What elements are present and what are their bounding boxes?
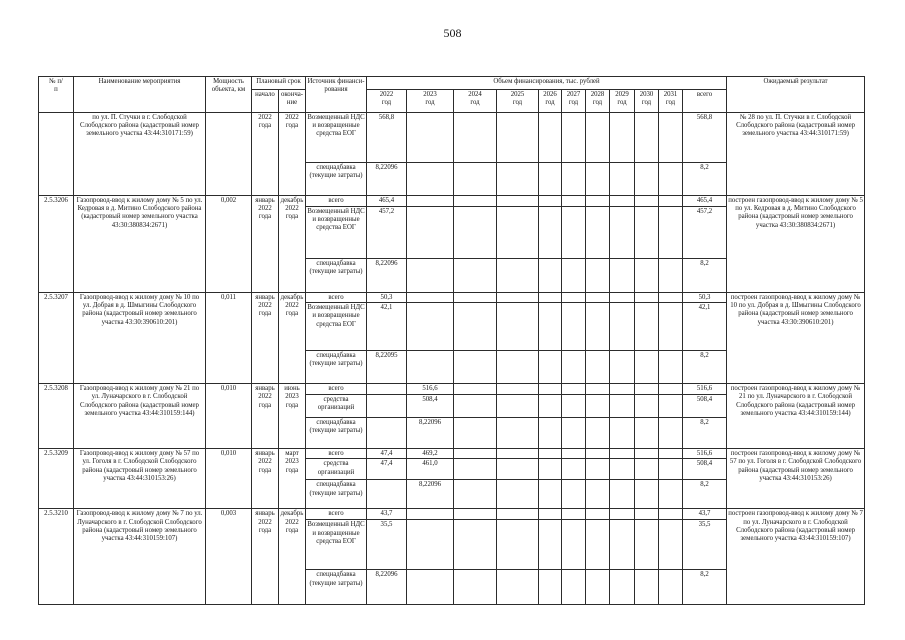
funding-value — [539, 480, 562, 509]
funding-value — [539, 351, 562, 384]
funding-source: средства организаций — [306, 395, 367, 418]
funding-value — [562, 293, 586, 303]
header-year-number: 2029 — [615, 91, 629, 98]
funding-value — [586, 509, 610, 520]
header-year-number: 2025 — [510, 91, 525, 98]
item-start: январь 2022 года — [252, 384, 279, 449]
funding-source: спецнадбавка (текущие затраты) — [306, 480, 367, 509]
funding-value — [539, 570, 562, 605]
funding-total: 8,2 — [683, 163, 727, 196]
funding-value — [659, 207, 683, 259]
funding-value — [586, 449, 610, 459]
funding-value — [659, 303, 683, 351]
funding-total: 42,1 — [683, 303, 727, 351]
funding-value — [497, 196, 539, 207]
funding-value — [562, 207, 586, 259]
header-year — [659, 90, 683, 113]
funding-value — [562, 570, 586, 605]
funding-value — [407, 196, 454, 207]
table-row — [39, 384, 865, 395]
funding-source: всего — [306, 196, 367, 207]
funding-value: 568,8 — [367, 113, 407, 163]
header-year-number: 2031 — [663, 91, 678, 98]
header-year — [562, 90, 586, 113]
funding-value — [562, 259, 586, 293]
header-year-number: 2027 — [566, 91, 581, 98]
funding-value — [454, 163, 497, 196]
funding-value — [659, 449, 683, 459]
funding-value — [562, 196, 586, 207]
funding-total: 35,5 — [683, 520, 727, 570]
table-row — [39, 509, 865, 520]
funding-value — [586, 303, 610, 351]
funding-value — [659, 113, 683, 163]
item-end: декабрь 2022 года — [279, 293, 306, 384]
header-year-unit: год — [665, 99, 676, 107]
item-result: построен газопровод-ввод к жилому дому № 7 по ул. Луначарского в г. Слободской Слободского района (кадастровый номер земельного участка 43:44:310159:107) — [727, 509, 865, 605]
funding-value — [635, 196, 659, 207]
funding-value — [497, 418, 539, 449]
header-year — [539, 90, 562, 113]
funding-value — [454, 293, 497, 303]
funding-source: спецнадбавка (текущие затраты) — [306, 418, 367, 449]
funding-source: всего — [306, 384, 367, 395]
funding-value — [586, 351, 610, 384]
funding-value — [454, 113, 497, 163]
funding-value — [610, 303, 635, 351]
table-row — [39, 293, 865, 303]
funding-value — [562, 351, 586, 384]
funding-value — [635, 113, 659, 163]
funding-value — [562, 395, 586, 418]
funding-value: 516,6 — [407, 384, 454, 395]
funding-value — [586, 207, 610, 259]
funding-value — [562, 418, 586, 449]
funding-total: 8,2 — [683, 570, 727, 605]
funding-value: 469,2 — [407, 449, 454, 459]
funding-value — [635, 509, 659, 520]
funding-value — [635, 351, 659, 384]
funding-source: всего — [306, 509, 367, 520]
funding-value — [367, 395, 407, 418]
funding-value — [562, 520, 586, 570]
item-number — [39, 113, 74, 196]
funding-value — [659, 480, 683, 509]
header-year-unit: год — [381, 99, 392, 107]
header-result: Ожидаемый результат — [727, 77, 865, 113]
funding-value — [497, 459, 539, 480]
header-period: Плановый срок — [252, 77, 306, 90]
funding-value — [539, 395, 562, 418]
item-result: построен газопровод-ввод к жилому дому № 21 по ул. Луначарского в г. Слободской Слободского района (кадастровый номер земельного участка 43:44:310159:144) — [727, 384, 865, 449]
item-start: январь 2022 года — [252, 509, 279, 605]
funding-value — [539, 449, 562, 459]
item-name: Газопровод-ввод к жилому дому № 57 по ул. Гоголя в г. Слободской Слободского района (кадастровый номер земельного участка 43:44:310153:26) — [74, 449, 206, 509]
item-start: 2022 года — [252, 113, 279, 196]
header-year-number: 2026 — [543, 91, 557, 98]
funding-value — [610, 196, 635, 207]
funding-source: всего — [306, 449, 367, 459]
funding-value — [562, 509, 586, 520]
item-end: 2022 года — [279, 113, 306, 196]
funding-value: 461,0 — [407, 459, 454, 480]
header-year-unit: год — [641, 99, 652, 107]
table-header — [39, 77, 865, 113]
funding-value — [610, 459, 635, 480]
header-year-unit: год — [592, 99, 603, 107]
funding-total: 8,2 — [683, 351, 727, 384]
funding-value — [454, 509, 497, 520]
header-year-number: 2028 — [590, 91, 605, 98]
funding-value — [539, 163, 562, 196]
funding-value: 8,22096 — [407, 418, 454, 449]
funding-value — [497, 163, 539, 196]
funding-table — [38, 76, 865, 605]
funding-value — [610, 384, 635, 395]
funding-value — [610, 509, 635, 520]
item-number: 2.5.3206 — [39, 196, 74, 293]
funding-total: 465,4 — [683, 196, 727, 207]
funding-value — [659, 163, 683, 196]
funding-value — [497, 395, 539, 418]
funding-value — [610, 395, 635, 418]
funding-value — [659, 418, 683, 449]
funding-value — [454, 207, 497, 259]
item-start: январь 2022 года — [252, 196, 279, 293]
header-capacity: Мощность объекта, км — [206, 77, 252, 113]
funding-value — [407, 293, 454, 303]
funding-total: 8,2 — [683, 418, 727, 449]
funding-value — [539, 418, 562, 449]
funding-value — [497, 303, 539, 351]
funding-value — [497, 113, 539, 163]
funding-value — [610, 449, 635, 459]
funding-value — [497, 351, 539, 384]
funding-value — [454, 520, 497, 570]
item-number: 2.5.3209 — [39, 449, 74, 509]
funding-value — [635, 480, 659, 509]
item-capacity: 0,003 — [206, 509, 252, 605]
funding-total: 568,8 — [683, 113, 727, 163]
funding-total: 508,4 — [683, 459, 727, 480]
header-row — [39, 77, 865, 90]
funding-value — [635, 570, 659, 605]
funding-value — [659, 351, 683, 384]
funding-value — [562, 480, 586, 509]
header-num-label: № п/п — [49, 78, 63, 94]
funding-source: спецнадбавка (текущие затраты) — [306, 163, 367, 196]
funding-value — [367, 480, 407, 509]
funding-value — [586, 395, 610, 418]
funding-value — [407, 351, 454, 384]
item-result: построен газопровод-ввод к жилому дому № 10 по ул. Добрая в д. Шмыгины Слободского района (кадастровый номер земельного участка 43:30:390610:201) — [727, 293, 865, 384]
funding-value — [454, 480, 497, 509]
header-year-unit: год — [470, 99, 480, 107]
funding-value — [454, 259, 497, 293]
header-year — [610, 90, 635, 113]
header-year-unit: год — [425, 99, 435, 107]
funding-value — [454, 196, 497, 207]
funding-value — [454, 449, 497, 459]
funding-value — [610, 520, 635, 570]
item-end: март 2023 года — [279, 449, 306, 509]
header-total: всего — [683, 90, 727, 113]
funding-source: Возмещенный НДС и возвращенные средства ЕОГ — [306, 207, 367, 259]
funding-value: 8,22096 — [367, 259, 407, 293]
funding-source: Возмещенный НДС и возвращенные средства ЕОГ — [306, 303, 367, 351]
item-name: Газопровод-ввод к жилому дому № 7 по ул. Луначарского в г. Слободской Слободского района (кадастровый номер земельного участка 43:44:310159:107) — [74, 509, 206, 605]
funding-value — [454, 303, 497, 351]
funding-value: 508,4 — [407, 395, 454, 418]
funding-value — [562, 449, 586, 459]
funding-value — [454, 570, 497, 605]
funding-value — [407, 207, 454, 259]
funding-value — [635, 163, 659, 196]
funding-value — [635, 293, 659, 303]
funding-value — [610, 480, 635, 509]
header-name: Наименование мероприятия — [74, 77, 206, 113]
funding-value: 50,3 — [367, 293, 407, 303]
funding-value — [586, 384, 610, 395]
funding-value — [610, 207, 635, 259]
funding-value — [497, 480, 539, 509]
header-start: начало — [252, 90, 279, 113]
funding-value — [497, 259, 539, 293]
table-row — [39, 449, 865, 459]
funding-value: 42,1 — [367, 303, 407, 351]
header-year — [497, 90, 539, 113]
funding-source: Возмещенный НДС и возвращенные средства ЕОГ — [306, 520, 367, 570]
item-capacity — [206, 113, 252, 196]
funding-value — [635, 207, 659, 259]
funding-value — [562, 459, 586, 480]
header-year-number: 2030 — [639, 91, 654, 98]
funding-source: Возмещенный НДС и возвращенные средства ЕОГ — [306, 113, 367, 163]
funding-value — [497, 520, 539, 570]
funding-value — [539, 293, 562, 303]
header-source: Источник финанси-рования — [306, 77, 367, 113]
header-year-unit: год — [568, 99, 579, 107]
funding-value — [586, 459, 610, 480]
funding-value — [539, 259, 562, 293]
header-year — [367, 90, 407, 113]
funding-value — [562, 163, 586, 196]
funding-value — [497, 509, 539, 520]
funding-value — [635, 459, 659, 480]
funding-value: 465,4 — [367, 196, 407, 207]
item-end: июнь 2023 года — [279, 384, 306, 449]
funding-value — [454, 351, 497, 384]
funding-value — [635, 303, 659, 351]
funding-value — [659, 570, 683, 605]
funding-value — [497, 449, 539, 459]
funding-value — [562, 113, 586, 163]
funding-value — [407, 520, 454, 570]
funding-value — [407, 113, 454, 163]
funding-value — [497, 384, 539, 395]
funding-value — [407, 570, 454, 605]
funding-value — [659, 293, 683, 303]
item-number: 2.5.3208 — [39, 384, 74, 449]
funding-value — [635, 418, 659, 449]
item-capacity: 0,002 — [206, 196, 252, 293]
funding-value — [539, 196, 562, 207]
table-row — [39, 196, 865, 207]
funding-total: 8,2 — [683, 480, 727, 509]
header-year-unit: год — [617, 99, 627, 107]
funding-source: спецнадбавка (текущие затраты) — [306, 259, 367, 293]
funding-value — [659, 384, 683, 395]
funding-value: 8,22096 — [367, 570, 407, 605]
funding-value: 8,22096 — [407, 480, 454, 509]
header-year-number: 2024 — [468, 91, 482, 98]
funding-value — [659, 459, 683, 480]
item-name: Газопровод-ввод к жилому дому № 5 по ул. Кедровая в д. Митино Слободского района (кадастровый номер земельного участка 43:30:380834:2671) — [74, 196, 206, 293]
table-body — [39, 113, 865, 605]
funding-value — [454, 384, 497, 395]
funding-value — [539, 303, 562, 351]
item-capacity: 0,010 — [206, 384, 252, 449]
header-end: оконча-ние — [279, 90, 306, 113]
funding-value — [586, 163, 610, 196]
header-year-number: 2023 — [423, 91, 437, 98]
item-name: Газопровод-ввод к жилому дому № 10 по ул. Добрая в д. Шмыгины Слободского района (кадастровый номер земельного участка 43:30:390610:201) — [74, 293, 206, 384]
funding-value — [586, 113, 610, 163]
funding-value — [635, 384, 659, 395]
header-year-number: 2022 — [379, 91, 394, 98]
funding-value — [610, 113, 635, 163]
funding-value — [407, 509, 454, 520]
funding-value — [454, 395, 497, 418]
item-number: 2.5.3207 — [39, 293, 74, 384]
item-capacity: 0,011 — [206, 293, 252, 384]
item-name: по ул. П. Стучки в г. Слободской Слободского района (кадастровый номер земельного участка 43:44:310171:59) — [74, 113, 206, 196]
item-capacity: 0,010 — [206, 449, 252, 509]
funding-value — [454, 418, 497, 449]
header-num — [39, 77, 74, 113]
funding-total: 8,2 — [683, 259, 727, 293]
funding-value — [659, 509, 683, 520]
funding-value — [367, 418, 407, 449]
header-year — [454, 90, 497, 113]
funding-value — [610, 293, 635, 303]
funding-value — [659, 196, 683, 207]
funding-value: 457,2 — [367, 207, 407, 259]
funding-value — [497, 570, 539, 605]
item-result: построен газопровод-ввод к жилому дому № 57 по ул. Гоголя в г. Слободской Слободского района (кадастровый номер земельного участка 43:44:310153:26) — [727, 449, 865, 509]
funding-value — [586, 570, 610, 605]
funding-value — [367, 384, 407, 395]
funding-value — [539, 113, 562, 163]
funding-total: 516,6 — [683, 384, 727, 395]
funding-value: 35,5 — [367, 520, 407, 570]
funding-source: средства организаций — [306, 459, 367, 480]
funding-source: всего — [306, 293, 367, 303]
funding-value — [659, 259, 683, 293]
funding-value — [562, 303, 586, 351]
funding-value — [497, 207, 539, 259]
funding-value — [659, 395, 683, 418]
item-result: № 28 по ул. П. Стучки в г. Слободской Слободского района (кадастровый номер земельного участка 43:44:310171:59) — [727, 113, 865, 196]
funding-value — [407, 163, 454, 196]
funding-value — [635, 395, 659, 418]
funding-value — [610, 259, 635, 293]
funding-value — [539, 384, 562, 395]
funding-value — [610, 418, 635, 449]
funding-value — [539, 509, 562, 520]
funding-value — [610, 163, 635, 196]
funding-total: 516,6 — [683, 449, 727, 459]
table-row — [39, 113, 865, 163]
funding-value — [407, 303, 454, 351]
funding-value — [586, 196, 610, 207]
funding-value: 8,22095 — [367, 351, 407, 384]
header-year-unit: год — [545, 99, 555, 107]
funding-total: 43,7 — [683, 509, 727, 520]
item-start: январь 2022 года — [252, 293, 279, 384]
header-year — [407, 90, 454, 113]
funding-value — [610, 351, 635, 384]
funding-value: 8,22096 — [367, 163, 407, 196]
item-number: 2.5.3210 — [39, 509, 74, 605]
item-result: построен газопровод-ввод к жилому дому № 5 по ул. Кедровая в д. Митино Слободского района (кадастровый номер земельного участка 43:30:380834:2671) — [727, 196, 865, 293]
funding-value — [635, 259, 659, 293]
funding-total: 50,3 — [683, 293, 727, 303]
page-number: 508 — [443, 26, 462, 40]
funding-value: 47,4 — [367, 449, 407, 459]
header-year — [586, 90, 610, 113]
funding-value — [539, 207, 562, 259]
funding-value — [610, 570, 635, 605]
item-name: Газопровод-ввод к жилому дому № 21 по ул. Луначарского в г. Слободской Слободского района (кадастровый номер земельного участка 43:44:310159:144) — [74, 384, 206, 449]
funding-value: 47,4 — [367, 459, 407, 480]
funding-value — [407, 259, 454, 293]
funding-value — [635, 520, 659, 570]
item-end: декабрь 2022 года — [279, 509, 306, 605]
funding-value — [586, 480, 610, 509]
funding-value — [586, 293, 610, 303]
funding-value — [539, 520, 562, 570]
funding-total: 508,4 — [683, 395, 727, 418]
funding-value — [659, 520, 683, 570]
funding-value — [635, 449, 659, 459]
funding-source: спецнадбавка (текущие затраты) — [306, 351, 367, 384]
funding-value — [586, 418, 610, 449]
item-start: январь 2022 года — [252, 449, 279, 509]
funding-value — [539, 459, 562, 480]
funding-value — [586, 520, 610, 570]
header-year-unit: год — [512, 99, 523, 107]
funding-value: 43,7 — [367, 509, 407, 520]
funding-value — [454, 459, 497, 480]
funding-total: 457,2 — [683, 207, 727, 259]
funding-value — [586, 259, 610, 293]
header-funding: Объем финансирования, тыс. рублей — [367, 77, 727, 90]
funding-value — [562, 384, 586, 395]
header-year — [635, 90, 659, 113]
funding-value — [497, 293, 539, 303]
item-end: декабрь 2022 года — [279, 196, 306, 293]
funding-source: спецнадбавка (текущие затраты) — [306, 570, 367, 605]
